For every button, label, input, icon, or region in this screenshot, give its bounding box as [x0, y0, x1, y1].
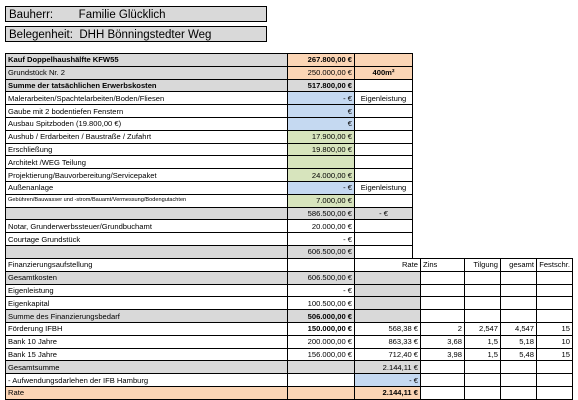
table-row — [6, 386, 573, 399]
kauf-label[interactable]: Außenanlage — [6, 181, 288, 194]
kauf-extra[interactable] — [355, 105, 413, 118]
finanz-label[interactable]: Eigenkapital — [6, 297, 288, 310]
kauf-label[interactable]: Erschließung — [6, 143, 288, 156]
kauf-extra[interactable] — [355, 79, 413, 92]
finanz-fest[interactable] — [537, 310, 573, 323]
kauf-value[interactable]: 19.800,00 € — [288, 143, 355, 156]
table-row — [6, 207, 413, 220]
finanz-fest[interactable] — [537, 374, 573, 387]
kauf-value[interactable]: 586.500,00 € — [288, 207, 355, 220]
finanz-value[interactable]: - € — [288, 284, 355, 297]
finanz-zins[interactable] — [421, 361, 465, 374]
kauf-label[interactable]: Malerarbeiten/Spachtelarbeiten/Boden/Fliesen — [6, 92, 288, 105]
finanz-fest[interactable] — [537, 284, 573, 297]
finanz-label[interactable]: Eigenleistung — [6, 284, 288, 297]
kauf-extra[interactable]: Eigenleistung — [355, 181, 413, 194]
kauf-label[interactable]: Projektierung/Bauvorbereitung/Servicepaket — [6, 169, 288, 182]
finanz-gesamt[interactable]: 5,18 — [501, 335, 537, 348]
kauf-extra[interactable]: 400m² — [355, 66, 413, 79]
finanz-gesamt[interactable]: 5,48 — [501, 348, 537, 361]
table-row — [6, 374, 573, 387]
finanz-label[interactable]: Summe des Finanzierungsbedarf — [6, 310, 288, 323]
kauf-value[interactable] — [288, 156, 355, 169]
table-row — [6, 105, 413, 118]
finanz-fest[interactable]: 15 — [537, 348, 573, 361]
finanz-gesamt[interactable] — [501, 310, 537, 323]
kauf-extra[interactable] — [355, 194, 413, 207]
finanz-value[interactable] — [288, 386, 355, 399]
finanz-gesamt[interactable] — [501, 297, 537, 310]
finanz-fest[interactable] — [537, 386, 573, 399]
finanz-fest[interactable]: 15 — [537, 322, 573, 335]
finanz-label[interactable]: Gesamtsumme — [6, 361, 288, 374]
table-row — [6, 79, 413, 92]
kauf-extra[interactable] — [355, 220, 413, 233]
kauf-label[interactable]: Architekt /WEG Teilung — [6, 156, 288, 169]
table-row — [6, 156, 413, 169]
table-row — [6, 169, 413, 182]
table-row — [6, 271, 573, 284]
table-row — [6, 245, 413, 258]
col-header: Zins — [421, 259, 465, 272]
kauf-extra[interactable] — [355, 143, 413, 156]
finanz-value[interactable]: 200.000,00 € — [288, 335, 355, 348]
kauf-value[interactable]: 267.800,00 € — [288, 54, 355, 67]
table-row — [6, 92, 413, 105]
bauherr-header: Bauherr: Familie Glücklich — [5, 6, 267, 22]
finanz-zins[interactable]: 2 — [421, 322, 465, 335]
finanz-value[interactable]: 100.500,00 € — [288, 297, 355, 310]
finanz-tilgung[interactable] — [465, 284, 501, 297]
kauf-extra[interactable]: - € — [355, 207, 413, 220]
finanz-rate[interactable]: 568,38 € — [355, 322, 421, 335]
table-row — [6, 181, 413, 194]
kauf-extra[interactable] — [355, 54, 413, 67]
finanz-value[interactable]: 150.000,00 € — [288, 322, 355, 335]
finanz-gesamt[interactable]: 4,547 — [501, 322, 537, 335]
kauf-value[interactable]: 7.000,00 € — [288, 194, 355, 207]
kauf-value[interactable]: - € — [288, 181, 355, 194]
kauf-label[interactable] — [6, 207, 288, 220]
kauf-label[interactable]: Gebühren/Bauwasser und -strom/Bauamt/Vermessung/Bodengutachten — [6, 194, 288, 207]
finanz-zins[interactable] — [421, 297, 465, 310]
table-header-row — [6, 259, 573, 272]
finanz-value[interactable]: 606.500,00 € — [288, 271, 355, 284]
col-header: Finanzierungsaufstellung — [6, 259, 288, 272]
finanz-value[interactable]: 156.000,00 € — [288, 348, 355, 361]
table-row — [6, 284, 573, 297]
kauf-extra[interactable] — [355, 130, 413, 143]
col-header: Tilgung — [465, 259, 501, 272]
kauf-value[interactable]: € — [288, 105, 355, 118]
finanz-tilgung[interactable]: 1,5 — [465, 348, 501, 361]
finanz-zins[interactable] — [421, 386, 465, 399]
finanz-rate[interactable] — [355, 297, 421, 310]
kauf-label[interactable]: Kauf Doppelhaushälfte KFW55 — [6, 54, 288, 67]
finanz-zins[interactable] — [421, 271, 465, 284]
kauf-label[interactable]: Ausbau Spitzboden (19.800,00 €) — [6, 117, 288, 130]
kauf-label[interactable]: Gaube mit 2 bodentiefen Fenstern — [6, 105, 288, 118]
col-header: Festschr. — [537, 259, 573, 272]
finanz-label[interactable]: Bank 10 Jahre — [6, 335, 288, 348]
kauf-extra[interactable] — [355, 117, 413, 130]
finanz-value[interactable] — [288, 374, 355, 387]
finanz-label[interactable]: Rate — [6, 386, 288, 399]
finanz-tilgung[interactable] — [465, 374, 501, 387]
kauf-extra[interactable] — [355, 169, 413, 182]
finanz-tilgung[interactable] — [465, 310, 501, 323]
table-row — [6, 348, 573, 361]
finanz-zins[interactable] — [421, 310, 465, 323]
kauf-label[interactable]: Notar, Grunderwerbssteuer/Grundbuchamt — [6, 220, 288, 233]
finanz-gesamt[interactable] — [501, 361, 537, 374]
table-row — [6, 143, 413, 156]
finanz-fest[interactable] — [537, 297, 573, 310]
table-row — [6, 220, 413, 233]
col-header: gesamt — [501, 259, 537, 272]
finanz-rate[interactable]: 2.144,11 € — [355, 361, 421, 374]
kauf-label[interactable] — [6, 245, 288, 258]
table-row — [6, 117, 413, 130]
finanz-label[interactable]: Bank 15 Jahre — [6, 348, 288, 361]
finanz-value[interactable] — [288, 361, 355, 374]
kauf-extra[interactable] — [355, 233, 413, 246]
kauf-value[interactable]: 517.800,00 € — [288, 79, 355, 92]
finanz-label[interactable]: Gesamtkosten — [6, 271, 288, 284]
finanz-tilgung[interactable]: 1,5 — [465, 335, 501, 348]
finanz-tilgung[interactable] — [465, 361, 501, 374]
finanz-rate[interactable]: - € — [355, 374, 421, 387]
table-row — [6, 335, 573, 348]
kauf-label[interactable]: Courtage Grundstück — [6, 233, 288, 246]
kauf-extra[interactable] — [355, 156, 413, 169]
table-row — [6, 130, 413, 143]
table-row — [6, 322, 573, 335]
finanz-tilgung[interactable] — [465, 297, 501, 310]
kauf-label[interactable]: Aushub / Erdarbeiten / Baustraße / Zufahrt — [6, 130, 288, 143]
finanz-zins[interactable] — [421, 374, 465, 387]
table-row — [6, 233, 413, 246]
kauf-value[interactable]: 24.000,00 € — [288, 169, 355, 182]
finanz-value[interactable]: 506.000,00 € — [288, 310, 355, 323]
kauf-value[interactable]: 17.900,00 € — [288, 130, 355, 143]
finanz-gesamt[interactable] — [501, 271, 537, 284]
kauf-extra[interactable] — [355, 245, 413, 258]
kauf-label[interactable]: Grundstück Nr. 2 — [6, 66, 288, 79]
table-row — [6, 310, 573, 323]
finanz-rate[interactable] — [355, 310, 421, 323]
kauf-value[interactable]: 606.500,00 € — [288, 245, 355, 258]
belegenheit-header: Belegenheit: DHH Bönningstedter Weg — [5, 26, 267, 42]
finanz-rate[interactable] — [355, 271, 421, 284]
table-row — [6, 361, 573, 374]
col-header — [288, 259, 355, 272]
finanz-tilgung[interactable] — [465, 386, 501, 399]
finanz-gesamt[interactable] — [501, 386, 537, 399]
finanz-label[interactable]: Förderung IFBH — [6, 322, 288, 335]
kauf-value[interactable]: 250.000,00 € — [288, 66, 355, 79]
finanz-gesamt[interactable] — [501, 374, 537, 387]
finanz-zins[interactable]: 3,68 — [421, 335, 465, 348]
kauf-value[interactable]: € — [288, 117, 355, 130]
kauf-label[interactable]: Summe der tatsächlichen Erwerbskosten — [6, 79, 288, 92]
col-header: Rate — [355, 259, 421, 272]
finanz-fest[interactable] — [537, 271, 573, 284]
kauf-table — [5, 53, 413, 259]
kauf-value[interactable]: - € — [288, 92, 355, 105]
finanz-label[interactable]: - Aufwendungsdarlehen der IFB Hamburg — [6, 374, 288, 387]
finanz-rate[interactable]: 863,33 € — [355, 335, 421, 348]
finanz-zins[interactable]: 3,98 — [421, 348, 465, 361]
finanz-rate[interactable]: 712,40 € — [355, 348, 421, 361]
kauf-extra[interactable]: Eigenleistung — [355, 92, 413, 105]
table-row — [6, 66, 413, 79]
finanz-rate[interactable]: 2.144,11 € — [355, 386, 421, 399]
table-row — [6, 54, 413, 67]
finanz-table — [5, 258, 573, 400]
finanz-fest[interactable] — [537, 361, 573, 374]
finanz-gesamt[interactable] — [501, 284, 537, 297]
finanz-rate[interactable] — [355, 284, 421, 297]
finanz-fest[interactable]: 10 — [537, 335, 573, 348]
kauf-value[interactable]: - € — [288, 233, 355, 246]
finanz-zins[interactable] — [421, 284, 465, 297]
kauf-value[interactable]: 20.000,00 € — [288, 220, 355, 233]
table-row — [6, 194, 413, 207]
table-row — [6, 297, 573, 310]
finanz-tilgung[interactable]: 2,547 — [465, 322, 501, 335]
finanz-tilgung[interactable] — [465, 271, 501, 284]
